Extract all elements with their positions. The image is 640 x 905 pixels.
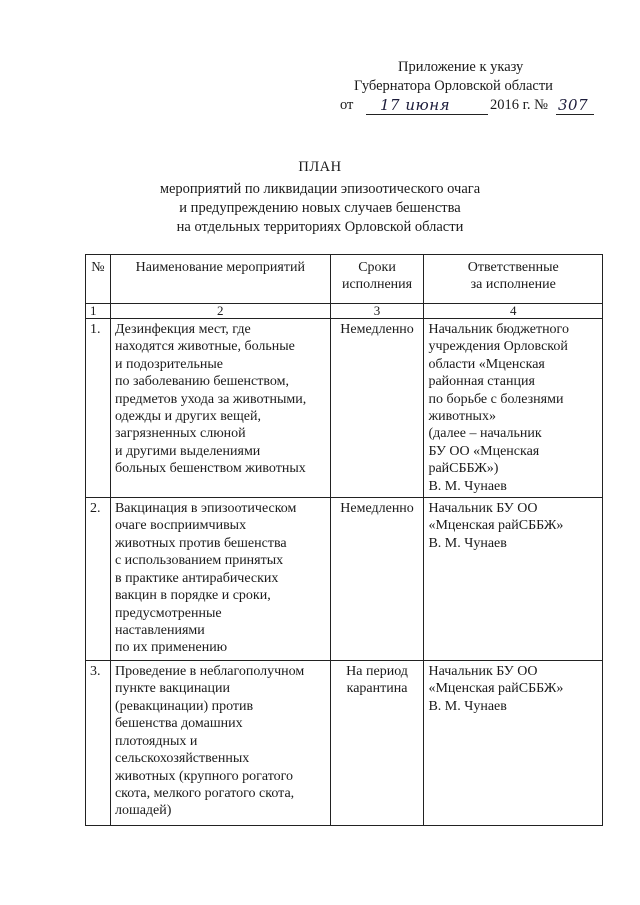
appendix-issuer: Губернатора Орловской области	[354, 78, 553, 94]
plan-subtitle-line: мероприятий по ликвидации эпизоотического очага	[159, 181, 481, 197]
text-line: по их применению	[114, 640, 228, 656]
text-line: животных»	[428, 409, 496, 425]
date-prefix: от	[340, 97, 354, 113]
date-field	[366, 96, 488, 115]
text-line: сельскохозяйственных	[114, 751, 250, 767]
handwritten-date: 17 июня	[380, 96, 451, 114]
text-line: по борьбе с болезнями	[428, 391, 564, 407]
text-line: Дезинфекция мест, где	[114, 322, 251, 337]
text-line: лошадей)	[114, 803, 172, 819]
appendix-header	[340, 58, 620, 118]
text-line: пункте вакцинации	[114, 681, 230, 697]
measure-name	[110, 498, 330, 661]
text-line: в практике антирабических	[114, 570, 279, 586]
table-row	[86, 319, 603, 498]
plan-heading: ПЛАН	[298, 159, 342, 175]
text-line: На период	[346, 664, 408, 680]
table-row	[86, 498, 603, 661]
handwritten-number: 307	[558, 96, 589, 114]
row-number: 3.	[86, 661, 111, 826]
plan-title	[0, 158, 640, 237]
text-line: В. М. Чунаев	[428, 478, 507, 494]
text-line: (далее – начальник	[428, 426, 542, 442]
text-line: вакцин в порядке и сроки,	[114, 588, 271, 604]
deadline	[330, 498, 424, 661]
header-resp-line: Ответственные	[467, 260, 559, 275]
text-line: В. М. Чунаев	[428, 698, 507, 714]
text-line: скота, мелкого рогатого скота,	[114, 785, 295, 801]
header-term-line: Сроки	[358, 260, 396, 275]
row-number: 2.	[86, 498, 111, 661]
text-line: с использованием принятых	[114, 553, 284, 569]
measure-name	[110, 319, 330, 498]
header-responsible	[424, 255, 603, 304]
table-header-row	[86, 255, 603, 304]
column-number-row	[86, 304, 603, 319]
text-line: очаге восприимчивых	[114, 518, 247, 534]
responsible	[424, 498, 603, 661]
text-line: Начальник БУ ОО	[428, 664, 538, 680]
text-line: и другими выделениями	[114, 443, 261, 459]
text-line: (ревакцинации) против	[114, 698, 254, 714]
text-line: «Мценская райСББЖ»	[428, 518, 564, 534]
column-number: 2	[110, 304, 330, 319]
year-and-number-label: 2016 г. №	[490, 97, 549, 113]
header-num: №	[86, 255, 111, 304]
text-line: учреждения Орловской	[428, 339, 568, 355]
text-line: загрязненных слюной	[114, 426, 246, 442]
text-line: области «Мценская	[428, 356, 545, 372]
responsible	[424, 661, 603, 826]
text-line: районная станция	[428, 374, 535, 390]
number-field	[556, 96, 594, 115]
text-line: по заболеванию бешенством,	[114, 374, 289, 390]
header-resp-line: за исполнение	[470, 277, 556, 293]
measure-name	[110, 661, 330, 826]
text-line: одежды и других вещей,	[114, 409, 261, 425]
column-number: 4	[424, 304, 603, 319]
column-number: 1	[86, 304, 111, 319]
text-line: Вакцинация в эпизоотическом	[114, 501, 297, 517]
text-line: бешенства домашних	[114, 716, 243, 732]
deadline	[330, 319, 424, 498]
text-line: предусмотренные	[114, 605, 222, 621]
text-line: карантина	[346, 681, 408, 697]
text-line: животных (крупного рогатого	[114, 768, 294, 784]
text-line: Немедленно	[340, 501, 414, 517]
deadline	[330, 661, 424, 826]
text-line: находятся животные, больные	[114, 339, 295, 355]
text-line: «Мценская райСББЖ»	[428, 681, 564, 697]
column-number: 3	[330, 304, 424, 319]
plan-table	[85, 254, 603, 826]
header-term	[330, 255, 424, 304]
plan-subtitle-line: на отдельных территориях Орловской области	[176, 219, 464, 235]
text-line: В. М. Чунаев	[428, 535, 507, 551]
table-row	[86, 661, 603, 826]
text-line: Проведение в неблагополучном	[114, 664, 305, 680]
text-line: Немедленно	[340, 322, 414, 337]
text-line: плотоядных и	[114, 733, 198, 749]
row-number: 1.	[86, 319, 111, 498]
header-term-line: исполнения	[341, 277, 413, 293]
text-line: больных бешенством животных	[114, 461, 306, 477]
text-line: наставлениями	[114, 622, 205, 638]
text-line: животных против бешенства	[114, 535, 287, 551]
text-line: и подозрительные	[114, 356, 223, 372]
text-line: БУ ОО «Мценская	[428, 443, 540, 459]
appendix-date-line	[340, 96, 620, 118]
plan-subtitle-line: и предупреждению новых случаев бешенства	[179, 200, 461, 216]
header-name: Наименование мероприятий	[110, 255, 330, 304]
responsible	[424, 319, 603, 498]
text-line: Начальник БУ ОО	[428, 501, 538, 517]
appendix-title: Приложение к указу	[398, 59, 524, 75]
text-line: райСББЖ»)	[428, 461, 499, 477]
text-line: предметов ухода за животными,	[114, 391, 307, 407]
text-line: Начальник бюджетного	[428, 322, 569, 337]
